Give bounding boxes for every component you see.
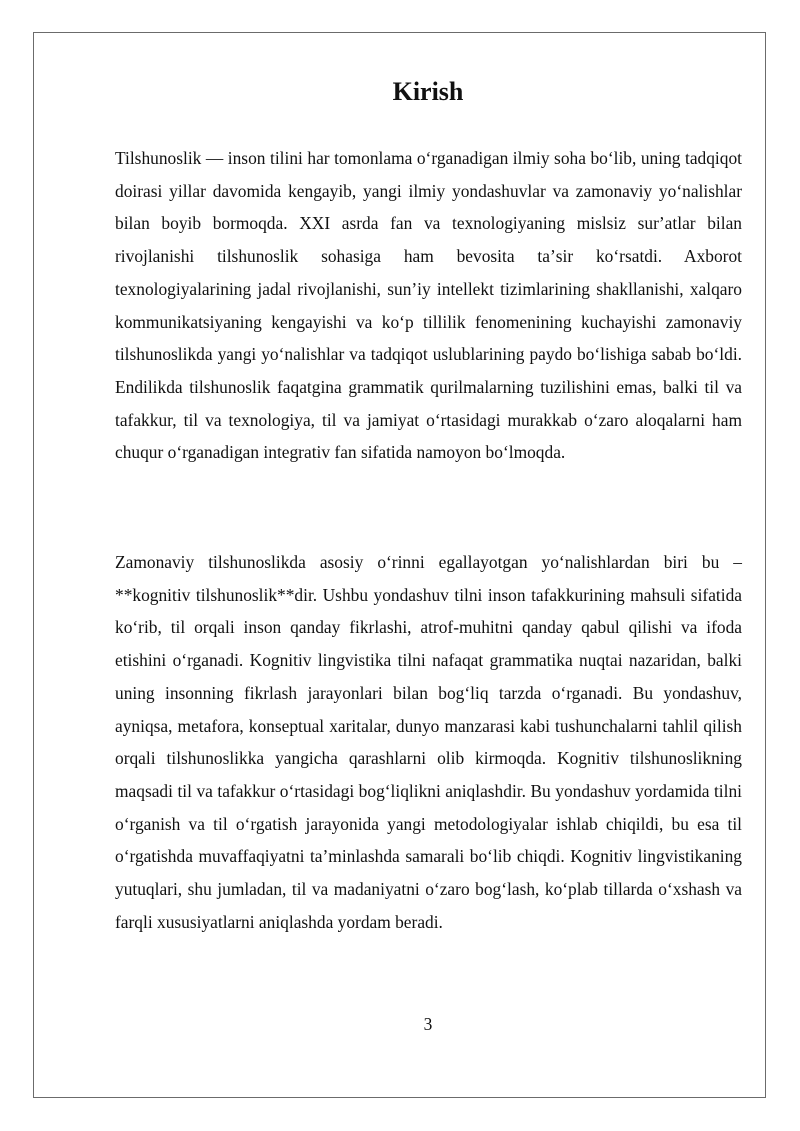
page-number: 3 [423,1014,433,1034]
paragraph-intro: Tilshunoslik — inson tilini har tomonlama oʻrganadigan ilmiy soha boʻlib, uning tadqiqot doirasi yillar davomida kengayib, yangi ilmiy yondashuvlar va zamonaviy yoʻnalishlar bilan boyib bormoqda. XXI asrda fan va texnologiyaning mislsiz surʼatlar bilan rivojlanishi tilshunoslik sohasiga ham bevosita taʼsir koʻrsatdi. Axborot texnologiyalarining jadal rivojlanishi, sunʼiy intellekt tizimlarining shakllanishi, xalqaro kommunikatsiyaning kengayishi va koʻp tillilik fenomenining kuchayishi zamonaviy tilshunoslikda yangi yoʻnalishlar va tadqiqot uslublarining paydo boʻlishiga sabab boʻldi. Endilikda tilshunoslik faqatgina grammatik qurilmalarning tuzilishini emas, balki til va tafakkur, til va texnologiya, til va jamiyat oʻrtasidagi murakkab oʻzaro aloqalarni ham chuqur oʻrganadigan integrativ fan sifatida namoyon boʻlmoqda. [115,148,742,463]
paragraph-cognitive-linguistics: Zamonaviy tilshunoslikda asosiy oʻrinni egallayotgan yoʻnalishlardan biri bu – **kognitiv tilshunoslik**dir. Ushbu yondashuv tilni inson tafakkurining mahsuli sifatida koʻrib, til orqali inson qanday fikrlashi, atrof-muhitni qanday qabul qilishi va ifoda etishini oʻrganadi. Kognitiv lingvistika tilni nafaqat grammatika nuqtai nazaridan, balki uning insonning fikrlash jarayonlari bilan bogʻliq tarzda oʻrganadi. Bu yondashuv, ayniqsa, metafora, konseptual xaritalar, dunyo manzarasi kabi tushunchalarni tahlil qilish orqali tilshunoslikka yangicha qarashlarni olib kirmoqda. Kognitiv tilshunoslikning maqsadi til va tafakkur oʻrtasidagi bogʻliqlikni aniqlashdir. Bu yondashuv yordamida tilni oʻrganish va til oʻrgatish jarayonida yangi metodologiyalar ishlab chiqildi, bu esa til oʻrgatishda muvaffaqiyatni taʼminlashda samarali boʻlib chiqdi. Kognitiv lingvistikaning yutuqlari, shu jumladan, til va madaniyatni oʻzaro bogʻlash, koʻplab tillarda oʻxshash va farqli xususiyatlarni aniqlashda yordam beradi. [115,552,742,932]
page-title: Kirish [392,77,464,106]
